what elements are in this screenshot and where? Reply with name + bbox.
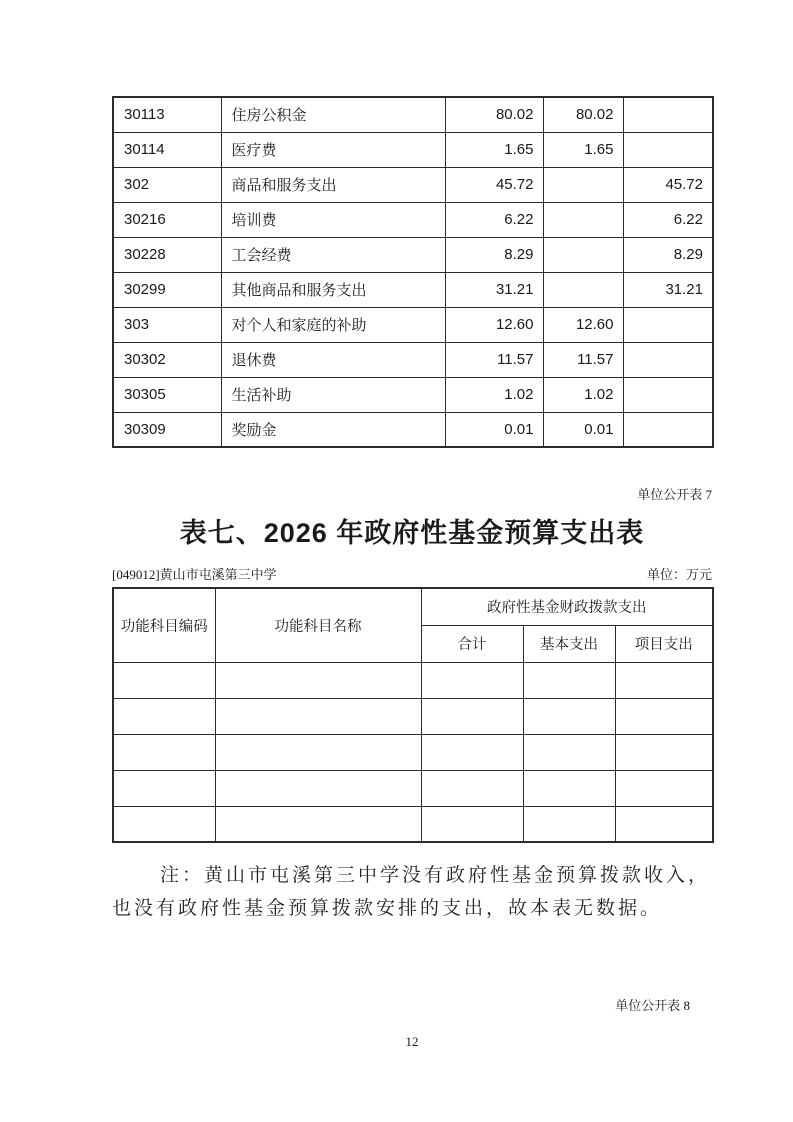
col-header-function-code: 功能科目编码	[113, 588, 215, 662]
budget-code-cell: 30216	[113, 202, 221, 237]
budget-name-cell: 商品和服务支出	[221, 167, 445, 202]
empty-cell	[523, 734, 615, 770]
budget-code-cell: 303	[113, 307, 221, 342]
empty-row	[113, 698, 713, 734]
total-cell: 45.72	[445, 167, 543, 202]
note-line-2: 也没有政府性基金预算拨款安排的支出，故本表无数据。	[112, 898, 663, 919]
empty-cell	[113, 734, 215, 770]
project-expense-cell	[623, 307, 713, 342]
empty-cell	[421, 770, 523, 806]
empty-cell	[615, 698, 713, 734]
project-expense-cell: 8.29	[623, 237, 713, 272]
project-expense-cell: 6.22	[623, 202, 713, 237]
budget-name-cell: 培训费	[221, 202, 445, 237]
empty-cell	[523, 662, 615, 698]
basic-expense-cell: 80.02	[543, 97, 623, 132]
empty-cell	[523, 770, 615, 806]
section-title: 表七、2026 年政府性基金预算支出表	[179, 518, 645, 548]
sheet-label-8: 单位公开表 8	[615, 998, 690, 1013]
budget-name-cell: 工会经费	[221, 237, 445, 272]
empty-cell	[113, 662, 215, 698]
note-paragraph	[112, 859, 712, 925]
table-row	[113, 377, 713, 412]
table-row	[113, 132, 713, 167]
col-header-group: 政府性基金财政拨款支出	[421, 588, 713, 625]
basic-expense-cell: 0.01	[543, 412, 623, 447]
budget-code-cell: 30114	[113, 132, 221, 167]
empty-row	[113, 734, 713, 770]
budget-name-cell: 奖励金	[221, 412, 445, 447]
page-content	[112, 0, 712, 1050]
col-header-function-name: 功能科目名称	[215, 588, 421, 662]
empty-cell	[113, 770, 215, 806]
total-cell: 6.22	[445, 202, 543, 237]
total-cell: 80.02	[445, 97, 543, 132]
total-cell: 1.02	[445, 377, 543, 412]
basic-expense-cell	[543, 202, 623, 237]
basic-expense-cell: 11.57	[543, 342, 623, 377]
budget-code-cell: 30305	[113, 377, 221, 412]
empty-cell	[215, 734, 421, 770]
table-row	[113, 342, 713, 377]
basic-expense-cell: 12.60	[543, 307, 623, 342]
empty-cell	[523, 698, 615, 734]
budget-name-cell: 住房公积金	[221, 97, 445, 132]
empty-row	[113, 770, 713, 806]
org-unit-row	[112, 565, 712, 583]
table-row	[113, 272, 713, 307]
project-expense-cell	[623, 132, 713, 167]
empty-cell	[421, 734, 523, 770]
empty-cell	[523, 806, 615, 842]
basic-expense-cell: 1.02	[543, 377, 623, 412]
note-line-1: 注：黄山市屯溪第三中学没有政府性基金预算拨款收入，	[160, 865, 711, 886]
project-expense-cell	[623, 377, 713, 412]
budget-name-cell: 退休费	[221, 342, 445, 377]
empty-cell	[615, 806, 713, 842]
sheet-label-7: 单位公开表 7	[637, 487, 712, 502]
total-cell: 8.29	[445, 237, 543, 272]
table-row	[113, 307, 713, 342]
project-expense-cell	[623, 412, 713, 447]
page-number: 12	[405, 1034, 419, 1049]
gov-fund-expenditure-table	[112, 587, 714, 843]
basic-expense-cell	[543, 167, 623, 202]
basic-expense-cell: 1.65	[543, 132, 623, 167]
basic-expense-cell	[543, 237, 623, 272]
project-expense-cell	[623, 97, 713, 132]
total-cell: 11.57	[445, 342, 543, 377]
total-cell: 0.01	[445, 412, 543, 447]
empty-row	[113, 806, 713, 842]
empty-cell	[421, 698, 523, 734]
empty-cell	[215, 698, 421, 734]
empty-cell	[215, 806, 421, 842]
budget-expenditure-table-continued	[112, 96, 714, 448]
col-header-project: 项目支出	[615, 625, 713, 662]
table-row	[113, 412, 713, 447]
empty-cell	[113, 698, 215, 734]
project-expense-cell: 45.72	[623, 167, 713, 202]
empty-cell	[615, 770, 713, 806]
table-row	[113, 97, 713, 132]
project-expense-cell	[623, 342, 713, 377]
total-cell: 1.65	[445, 132, 543, 167]
basic-expense-cell	[543, 272, 623, 307]
budget-code-cell: 30302	[113, 342, 221, 377]
budget-code-cell: 30309	[113, 412, 221, 447]
empty-cell	[615, 734, 713, 770]
budget-name-cell: 其他商品和服务支出	[221, 272, 445, 307]
empty-cell	[113, 806, 215, 842]
total-cell: 12.60	[445, 307, 543, 342]
col-header-basic: 基本支出	[523, 625, 615, 662]
total-cell: 31.21	[445, 272, 543, 307]
budget-code-cell: 302	[113, 167, 221, 202]
empty-cell	[421, 806, 523, 842]
empty-cell	[421, 662, 523, 698]
empty-cell	[215, 662, 421, 698]
budget-code-cell: 30299	[113, 272, 221, 307]
project-expense-cell: 31.21	[623, 272, 713, 307]
budget-code-cell: 30228	[113, 237, 221, 272]
table-row	[113, 237, 713, 272]
empty-cell	[615, 662, 713, 698]
budget-name-cell: 医疗费	[221, 132, 445, 167]
empty-row	[113, 662, 713, 698]
budget-name-cell: 对个人和家庭的补助	[221, 307, 445, 342]
col-header-total: 合计	[421, 625, 523, 662]
budget-code-cell: 30113	[113, 97, 221, 132]
unit-label: 单位：万元	[646, 567, 712, 582]
table-row	[113, 202, 713, 237]
empty-cell	[215, 770, 421, 806]
org-name: [049012]黄山市屯溪第三中学	[112, 567, 277, 582]
budget-name-cell: 生活补助	[221, 377, 445, 412]
header-row-1	[113, 588, 713, 625]
table-row	[113, 167, 713, 202]
